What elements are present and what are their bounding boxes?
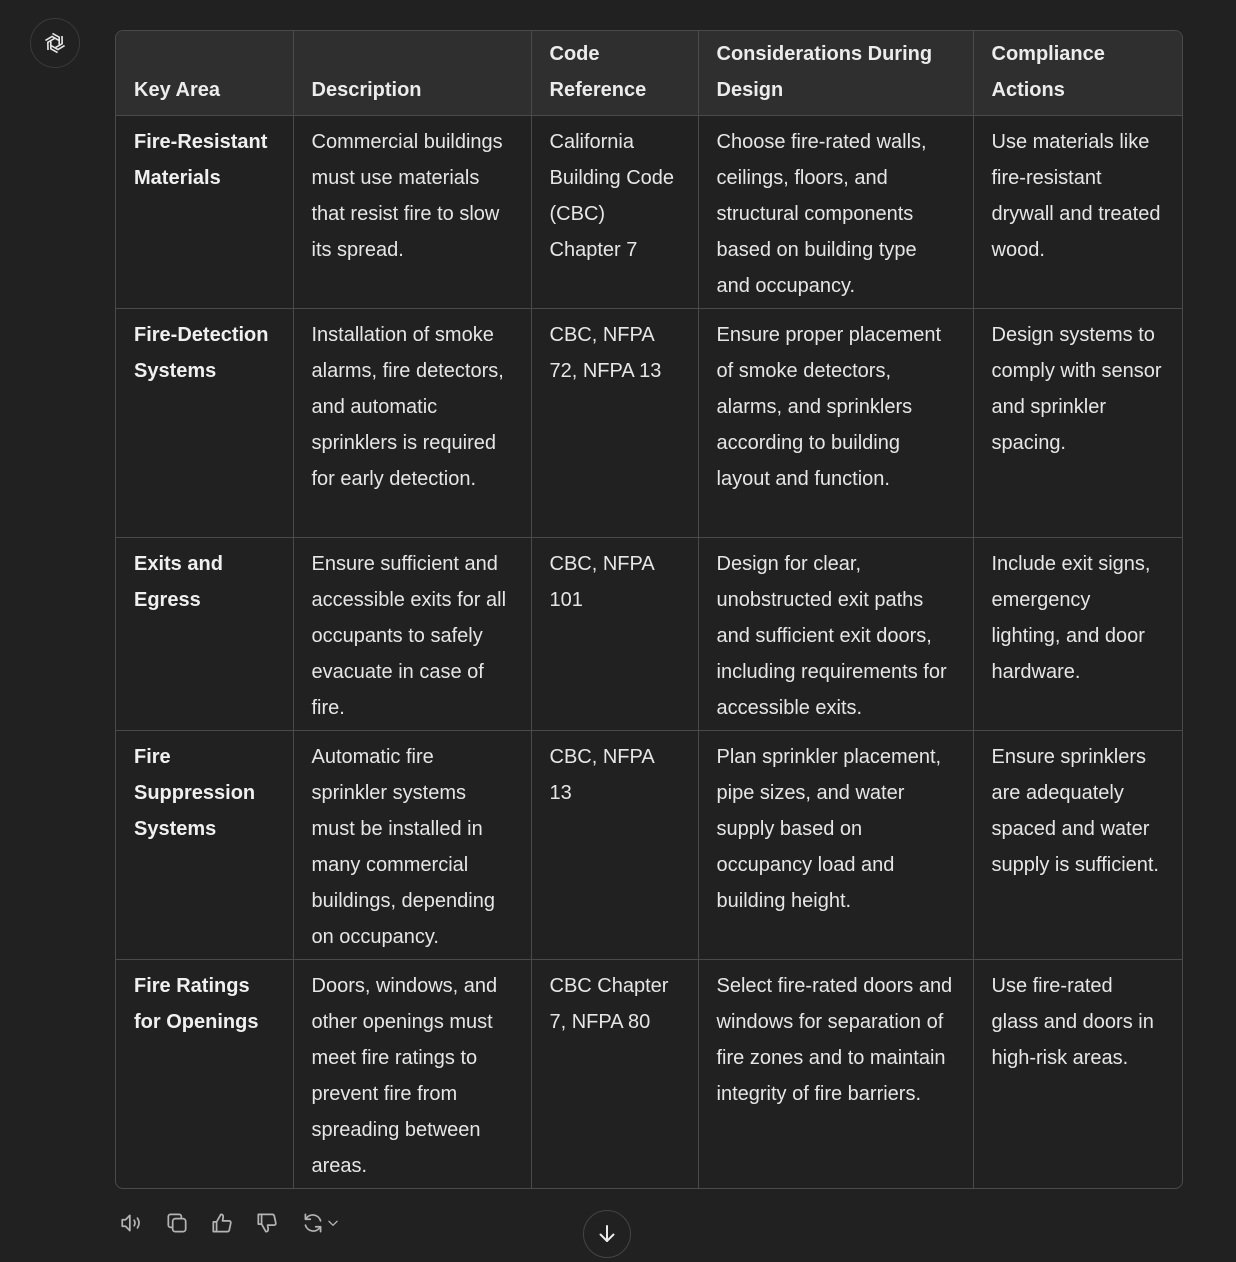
read-aloud-icon: [119, 1210, 145, 1236]
cell-description: Automatic fire sprinkler systems must be installed in many commercial buildings, depending on occupancy.: [293, 730, 531, 959]
cell-description: Ensure sufficient and accessible exits for all occupants to safely evacuate in case of fire.: [293, 537, 531, 730]
cell-code-reference: CBC, NFPA 72, NFPA 13: [531, 308, 698, 537]
cell-key-area: Exits and Egress: [116, 537, 293, 730]
cell-considerations: Ensure proper placement of smoke detectors, alarms, and sprinklers according to building layout and function.: [698, 308, 973, 537]
fire-code-table: [115, 30, 1183, 1189]
arrow-down-icon: [595, 1222, 619, 1246]
regenerate-button[interactable]: [295, 1206, 345, 1240]
cell-compliance: Design systems to comply with sensor and sprinkler spacing.: [973, 308, 1182, 537]
copy-button[interactable]: [160, 1206, 194, 1240]
cell-code-reference: California Building Code (CBC) Chapter 7: [531, 115, 698, 308]
table-row: [116, 308, 1182, 537]
table-header-row: [116, 31, 1182, 115]
cell-description: Installation of smoke alarms, fire detectors, and automatic sprinklers is required for early detection.: [293, 308, 531, 537]
cell-key-area: Fire-Resistant Materials: [116, 115, 293, 308]
chevron-down-icon: [326, 1216, 340, 1230]
cell-code-reference: CBC, NFPA 13: [531, 730, 698, 959]
cell-considerations: Select fire-rated doors and windows for separation of fire zones and to maintain integrity of fire barriers.: [698, 959, 973, 1188]
thumbs-up-button[interactable]: [205, 1206, 239, 1240]
cell-compliance: Use fire-rated glass and doors in high-risk areas.: [991, 974, 1154, 1069]
thumbs-down-icon: [254, 1210, 280, 1236]
cell-key-area: Fire-Detection Systems: [116, 308, 293, 537]
cell-description: Doors, windows, and other openings must meet fire ratings to prevent fire from spreading between areas.: [293, 959, 531, 1188]
cell-description: Commercial buildings must use materials that resist fire to slow its spread.: [293, 115, 531, 308]
cell-considerations: Design for clear, unobstructed exit paths and sufficient exit doors, including requirements for accessible exits.: [698, 537, 973, 730]
table-row: [116, 537, 1182, 730]
cell-code-reference: CBC Chapter 7, NFPA 80: [531, 959, 698, 1188]
cell-compliance: Use materials like fire-resistant drywall and treated wood.: [973, 115, 1182, 308]
openai-logo-icon: [41, 29, 69, 57]
cell-key-area: Fire Ratings for Openings: [116, 959, 293, 1188]
assistant-avatar: [30, 18, 80, 68]
thumbs-down-button[interactable]: [250, 1206, 284, 1240]
table-row: [116, 115, 1182, 308]
cell-compliance: Ensure sprinklers are adequately spaced and water supply is sufficient.: [973, 730, 1182, 959]
cell-considerations: Plan sprinkler placement, pipe sizes, and water supply based on occupancy load and building height.: [698, 730, 973, 959]
header-code-reference: Code Reference: [531, 31, 698, 115]
table-row: [116, 730, 1182, 959]
header-key-area: Key Area: [116, 31, 293, 115]
cell-compliance: Include exit signs, emergency lighting, and door hardware.: [973, 537, 1182, 730]
cell-key-area: Fire Suppression Systems: [116, 730, 293, 959]
cell-code-reference: CBC, NFPA 101: [531, 537, 698, 730]
header-considerations: Considerations During Design: [698, 31, 973, 115]
scroll-to-bottom-button[interactable]: [583, 1210, 631, 1258]
read-aloud-button[interactable]: [115, 1206, 149, 1240]
message-actions: [115, 1205, 356, 1241]
header-compliance-actions: Compliance Actions: [973, 31, 1182, 115]
regenerate-icon: [300, 1210, 326, 1236]
table-row: [116, 959, 1182, 1188]
header-description: Description: [293, 31, 531, 115]
cell-considerations: Choose fire-rated walls, ceilings, floors, and structural components based on building type and occupancy.: [698, 115, 973, 308]
thumbs-up-icon: [209, 1210, 235, 1236]
copy-icon: [164, 1210, 190, 1236]
